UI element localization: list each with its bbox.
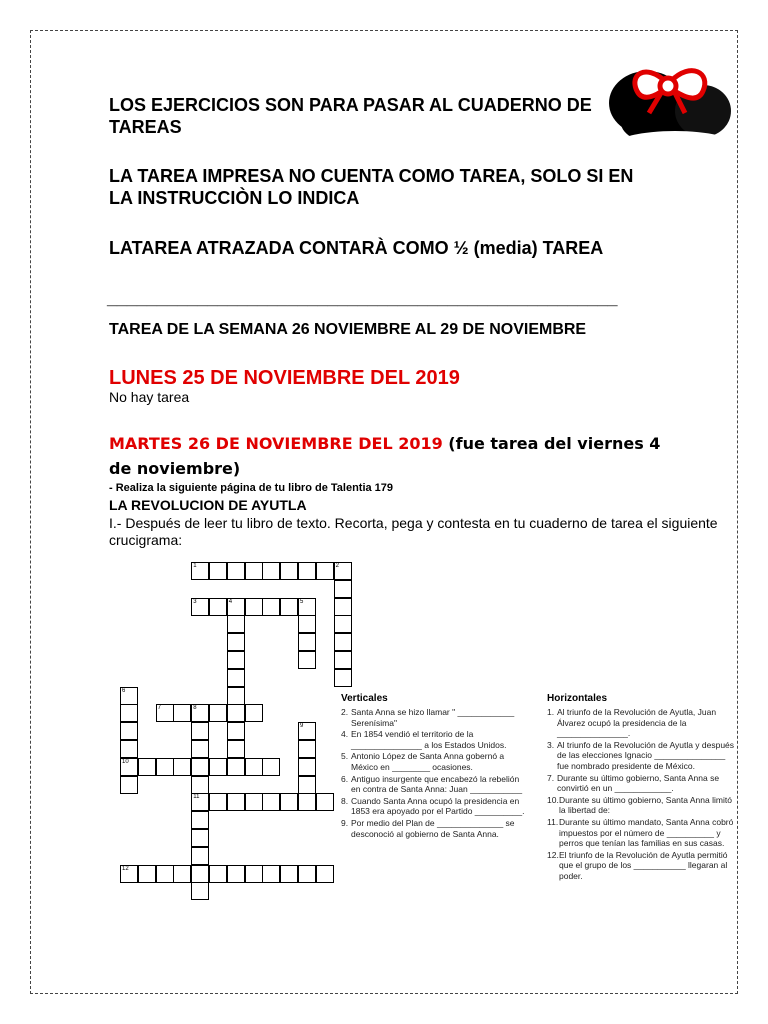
crossword-cell xyxy=(191,829,209,847)
crossword-cell xyxy=(209,758,227,776)
crossword-cell xyxy=(209,865,227,883)
crossword-cell xyxy=(298,865,316,883)
crossword-cell xyxy=(316,793,334,811)
crossword-cell xyxy=(298,615,316,633)
crossword-clue-number: 10 xyxy=(122,758,129,765)
crossword-cell xyxy=(156,865,174,883)
crossword-cell xyxy=(227,758,245,776)
crossword-clue-number: 4 xyxy=(228,598,233,605)
crossword-cell xyxy=(173,865,191,883)
clue-item: 4. En 1854 vendió el territorio de la _______________ a los Estados Unidos. xyxy=(341,729,507,750)
crossword-cell xyxy=(262,562,280,580)
crossword-cell xyxy=(191,704,209,722)
crossword-cell xyxy=(191,598,209,616)
crossword-cell xyxy=(245,865,263,883)
crossword-cell xyxy=(334,598,352,616)
clue-item: 1. Al triunfo de la Revolución de Ayutla, Juan Álvarez ocupó la presidencia de la _______________. xyxy=(547,707,717,739)
crossword-cell xyxy=(280,793,298,811)
clue-item: 8. Cuando Santa Anna ocupó la presidencia en 1853 era apoyado por el Partido __________. xyxy=(341,795,525,817)
crossword-cell xyxy=(280,598,298,616)
crossword-cell xyxy=(209,562,227,580)
tuesday-date-note: (fue tarea del viernes 4 de noviembre) xyxy=(109,434,661,478)
clue-item: 9. Por medio del Plan de ______________ se desconoció al gobierno de Santa Anna. xyxy=(341,817,515,839)
separator-rule: ___________________________________________________ xyxy=(107,288,618,308)
crossword-cell xyxy=(209,793,227,811)
crossword-cell xyxy=(245,704,263,722)
crossword-cell xyxy=(191,740,209,758)
clue-item: 12. El triunfo de la Revolución de Ayutla permitió que el grupo de los ___________ llegaran al poder. xyxy=(547,849,728,881)
crossword-cell xyxy=(334,651,352,669)
crossword-cell xyxy=(245,562,263,580)
crossword-cell xyxy=(227,651,245,669)
crossword-cell xyxy=(191,793,209,811)
crossword-cell xyxy=(227,669,245,687)
crossword-cell xyxy=(227,740,245,758)
crossword-cell xyxy=(227,598,245,616)
crossword-clue-number: 6 xyxy=(122,687,126,694)
topic-title: LA REVOLUCION DE AYUTLA xyxy=(109,497,307,513)
monday-note: No hay tarea xyxy=(109,389,190,405)
clue-item: 11. Durante su último mandato, Santa Anna cobró impuestos por el número de __________ y perros que tenían las familias en sus casas. xyxy=(547,816,734,849)
crossword-cell xyxy=(245,758,263,776)
crossword-cell xyxy=(298,651,316,669)
crossword-clue-number: 8 xyxy=(193,705,197,712)
crossword-cell xyxy=(120,687,138,705)
crossword-cell xyxy=(316,865,334,883)
crossword-cell xyxy=(298,562,316,580)
crossword-cell xyxy=(120,865,138,883)
vertical-clues-title: Verticales xyxy=(341,693,388,704)
crossword-clue-number: 11 xyxy=(193,794,200,801)
crossword-cell xyxy=(120,758,138,776)
crossword-cell xyxy=(245,598,263,616)
crossword-cell xyxy=(262,758,280,776)
clue-item: 3. Al triunfo de la Revolución de Ayutla y después de las elecciones Ignacio _______________ fue nombrado presidente de México. xyxy=(547,739,735,771)
crossword-cell xyxy=(298,758,316,776)
crossword-cell xyxy=(298,598,316,616)
crossword-cell xyxy=(191,562,209,580)
clue-item: 6. Antiguo insurgente que encabezó la rebelión en contra de Santa Anna: Juan ___________ xyxy=(341,773,523,795)
notice-late-homework: LATAREA ATRAZADA CONTARÀ COMO ½ (media) TAREA xyxy=(109,238,604,258)
crossword-cell xyxy=(191,865,209,883)
crossword-cell xyxy=(191,882,209,900)
crossword-clue-number: 2 xyxy=(335,563,339,569)
task-instruction: I.- Después de leer tu libro de texto. Recorta, pega y contesta en tu cuaderno de tarea el siguiente crucigrama: xyxy=(109,515,718,548)
crossword-cell xyxy=(280,865,298,883)
crossword-cell xyxy=(156,758,174,776)
crossword-cell xyxy=(227,633,245,651)
crossword-cell xyxy=(334,633,352,651)
crossword-cell xyxy=(227,562,245,580)
crossword-cell xyxy=(227,793,245,811)
crossword-clue-number: 1 xyxy=(193,563,197,569)
crossword-cell xyxy=(227,615,245,633)
crossword-cell xyxy=(334,562,352,580)
crossword-cell xyxy=(173,704,191,722)
tuesday-heading xyxy=(109,431,669,481)
crossword-cell xyxy=(120,704,138,722)
clue-item: 5. Antonio López de Santa Anna gobernó a México en ________ ocasiones. xyxy=(341,751,505,772)
crossword-cell xyxy=(262,865,280,883)
crossword-cell xyxy=(334,615,352,633)
crossword-cell xyxy=(298,722,316,740)
clue-item: 7. Durante su último gobierno, Santa Anna se convirtió en un ____________. xyxy=(547,772,720,794)
crossword-clue-number: 5 xyxy=(300,598,304,605)
crossword-cell xyxy=(120,740,138,758)
tuesday-date: MARTES 26 DE NOVIEMBRE DEL 2019 xyxy=(109,434,443,453)
crossword-cell xyxy=(191,776,209,794)
crossword-clue-number: 12 xyxy=(122,865,129,872)
crossword-clue-number: 3 xyxy=(193,598,197,605)
vertical-clues xyxy=(341,693,531,840)
crossword-clue-number: 7 xyxy=(157,705,161,712)
crossword-cell xyxy=(262,598,280,616)
crossword-cell xyxy=(191,722,209,740)
crossword-cell xyxy=(227,687,245,705)
crossword-cell xyxy=(298,740,316,758)
crossword-cell xyxy=(138,758,156,776)
clue-item: 10. Durante su último gobierno, Santa Anna limitó la libertad de: xyxy=(547,794,732,816)
crossword-cell xyxy=(209,704,227,722)
crossword-cell xyxy=(227,704,245,722)
crossword-cell xyxy=(298,776,316,794)
crossword-cell xyxy=(173,758,191,776)
crossword-cell xyxy=(298,793,316,811)
horizontal-clues xyxy=(547,693,737,883)
notice-notebook: LOS EJERCICIOS SON PARA PASAR AL CUADERNO DE TAREAS xyxy=(109,95,592,137)
worksheet-page xyxy=(30,30,738,994)
crossword-cell xyxy=(156,704,174,722)
notice-printed-homework: LA TAREA IMPRESA NO CUENTA COMO TAREA, SOLO SI EN LA INSTRUCCIÒN LO INDICA xyxy=(109,166,634,208)
crossword-cell xyxy=(227,865,245,883)
crossword-cell xyxy=(120,776,138,794)
vertical-clue-list xyxy=(341,707,531,839)
book-instruction: - Realiza la siguiente página de tu libro de Talentia 179 xyxy=(109,482,394,494)
crossword-cell xyxy=(334,580,352,598)
crossword-cell xyxy=(316,562,334,580)
crossword-cell xyxy=(120,722,138,740)
crossword-cell xyxy=(191,811,209,829)
horizontal-clue-list xyxy=(547,707,737,882)
crossword-cell xyxy=(280,562,298,580)
monday-heading: LUNES 25 DE NOVIEMBRE DEL 2019 xyxy=(109,367,460,389)
clue-item: 2. Santa Anna se hizo llamar " ____________ Serenísima" xyxy=(341,707,515,728)
crossword-cell xyxy=(262,793,280,811)
crossword-cell xyxy=(191,847,209,865)
crossword-cell xyxy=(138,865,156,883)
crossword-cell xyxy=(245,793,263,811)
crossword-cell xyxy=(191,758,209,776)
week-title: TAREA DE LA SEMANA 26 NOVIEMBRE AL 29 DE NOVIEMBRE xyxy=(109,321,587,338)
crossword-clue-number: 9 xyxy=(300,723,304,730)
crossword-cell xyxy=(209,598,227,616)
crossword-cell xyxy=(334,669,352,687)
crossword-cell xyxy=(227,722,245,740)
horizontal-clues-title: Horizontales xyxy=(547,693,608,704)
crossword-cell xyxy=(298,633,316,651)
